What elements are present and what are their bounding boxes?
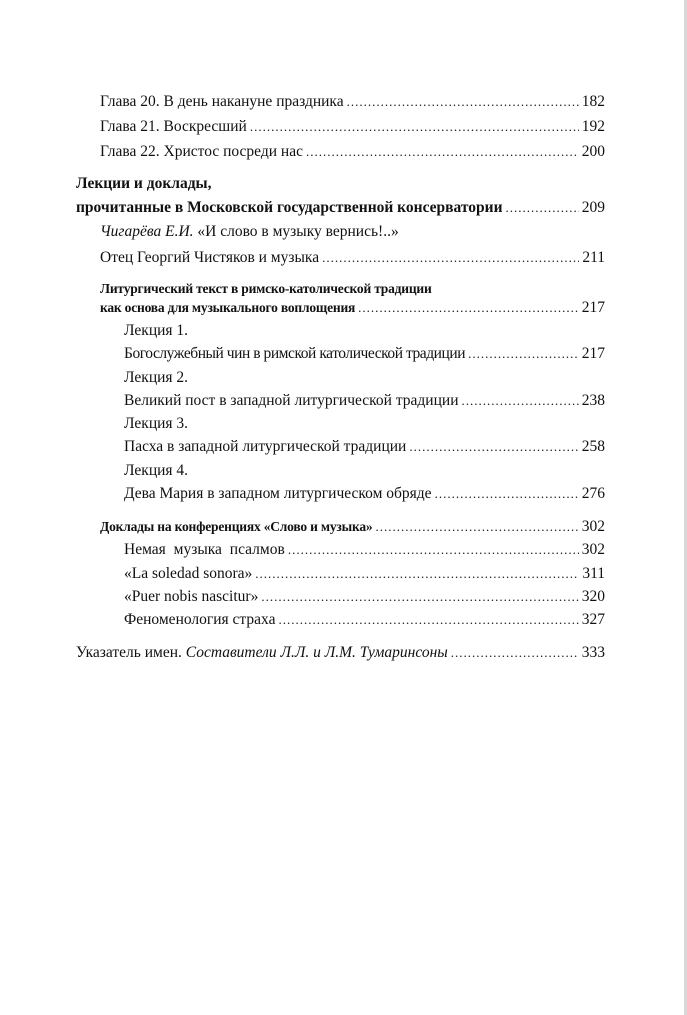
leader-dots	[347, 92, 579, 112]
leader-dots	[255, 564, 579, 584]
toc-entry-page: 258	[581, 438, 605, 455]
toc-entry-ch20[interactable]	[100, 92, 605, 112]
toc-entry-page: 276	[581, 485, 605, 502]
toc-entry-reports[interactable]	[100, 517, 605, 537]
toc-entry-page: 209	[581, 199, 605, 216]
toc-entry-title: Доклады на конференциях «Слово и музыка»	[100, 519, 373, 534]
section-heading-liturgical: Литургический текст в римско-католической традиции	[100, 281, 432, 296]
toc-entry-title: «La soledad sonora»	[124, 565, 253, 582]
toc-entry-title: «Puer nobis nascitur»	[124, 588, 259, 605]
toc-entry-title: Пасха в западной литургической традиции	[124, 438, 407, 455]
lecture-label: Лекция 2.	[124, 369, 189, 386]
toc-entry-title: Феноменология страха	[124, 611, 276, 628]
toc-entry-page: 327	[581, 611, 605, 628]
index-label: Указатель имен.	[76, 644, 182, 661]
toc-entry-liturgical[interactable]	[100, 298, 605, 318]
toc-entry-mute-music[interactable]	[124, 540, 605, 560]
index-compilers: Составители Л.Л. и Л.М. Тумаринсоны	[185, 644, 448, 661]
leader-dots	[261, 587, 578, 607]
toc-entry-title: Богослужебный чин в римской католической традиции	[124, 345, 466, 362]
toc-entry-lectures[interactable]	[76, 198, 605, 218]
toc-entry-page: 217	[581, 345, 605, 362]
toc-entry-page: 211	[582, 249, 605, 266]
toc-entry-page: 302	[581, 541, 605, 558]
toc-entry-ch21[interactable]	[100, 117, 605, 137]
toc-entry-lecture2[interactable]	[124, 391, 605, 411]
toc-entry-page: 182	[581, 93, 605, 110]
toc-entry-soledad[interactable]	[124, 564, 605, 584]
toc-entry-title: Глава 21. Воскресший	[100, 118, 247, 135]
toc-entry-title: Глава 22. Христос посреди нас	[100, 143, 303, 160]
leader-dots	[435, 484, 579, 504]
leader-dots	[358, 298, 579, 318]
lecture-label: Лекция 1.	[124, 322, 189, 339]
section-heading-lectures: Лекции и доклады,	[76, 175, 212, 192]
lecture-label: Лекция 4.	[124, 462, 189, 479]
toc-entry-chigareva[interactable]	[100, 222, 399, 242]
toc-entry-page: 238	[581, 392, 605, 409]
toc-entry-title: Дева Мария в западном литургическом обряде	[124, 485, 432, 502]
toc-entry-lecture1[interactable]	[124, 344, 605, 364]
leader-dots	[278, 610, 578, 630]
leader-dots	[468, 344, 579, 364]
leader-dots	[461, 391, 578, 411]
toc-entry-puer[interactable]	[124, 587, 605, 607]
leader-dots	[506, 198, 579, 218]
toc-entry-ch22[interactable]	[100, 142, 605, 162]
leader-dots	[451, 643, 579, 663]
toc-entry-chistyakov[interactable]	[100, 248, 605, 268]
toc-entry-title: Глава 20. В день накануне праздника	[100, 93, 344, 110]
toc-entry-fear[interactable]	[124, 610, 605, 630]
toc-entry-title: Немая музыка псалмов	[124, 541, 285, 558]
toc-entry-page: 192	[581, 118, 605, 135]
toc-entry-page: 311	[582, 565, 605, 582]
lecture-label: Лекция 3.	[124, 415, 189, 432]
leader-dots	[288, 540, 579, 560]
leader-dots	[250, 117, 579, 137]
leader-dots	[409, 437, 578, 457]
author-name: Чигарёва Е.И.	[100, 223, 194, 240]
toc-entry-page: 200	[581, 143, 605, 160]
toc-entry-page: 217	[581, 299, 605, 316]
toc-entry-title: «И слово в музыку вернись!..»	[197, 223, 399, 240]
toc-entry-lecture4[interactable]	[124, 484, 605, 504]
toc-entry-title: Отец Георгий Чистяков и музыка	[100, 249, 320, 266]
toc-entry-title: как основа для музыкального воплощения	[100, 300, 356, 315]
toc-entry-lecture3[interactable]	[124, 437, 605, 457]
leader-dots	[375, 517, 578, 537]
toc-entry-title: прочитанные в Московской государственной консерватории	[76, 199, 503, 216]
toc-entry-title: Великий пост в западной литургической традиции	[124, 392, 459, 409]
toc-entry-page: 320	[581, 588, 605, 605]
toc-entry-index[interactable]	[76, 643, 605, 663]
toc-entry-title	[76, 643, 448, 663]
leader-dots	[306, 142, 579, 162]
leader-dots	[322, 248, 579, 268]
toc-entry-page: 333	[581, 644, 605, 661]
toc-entry-page: 302	[581, 518, 605, 535]
